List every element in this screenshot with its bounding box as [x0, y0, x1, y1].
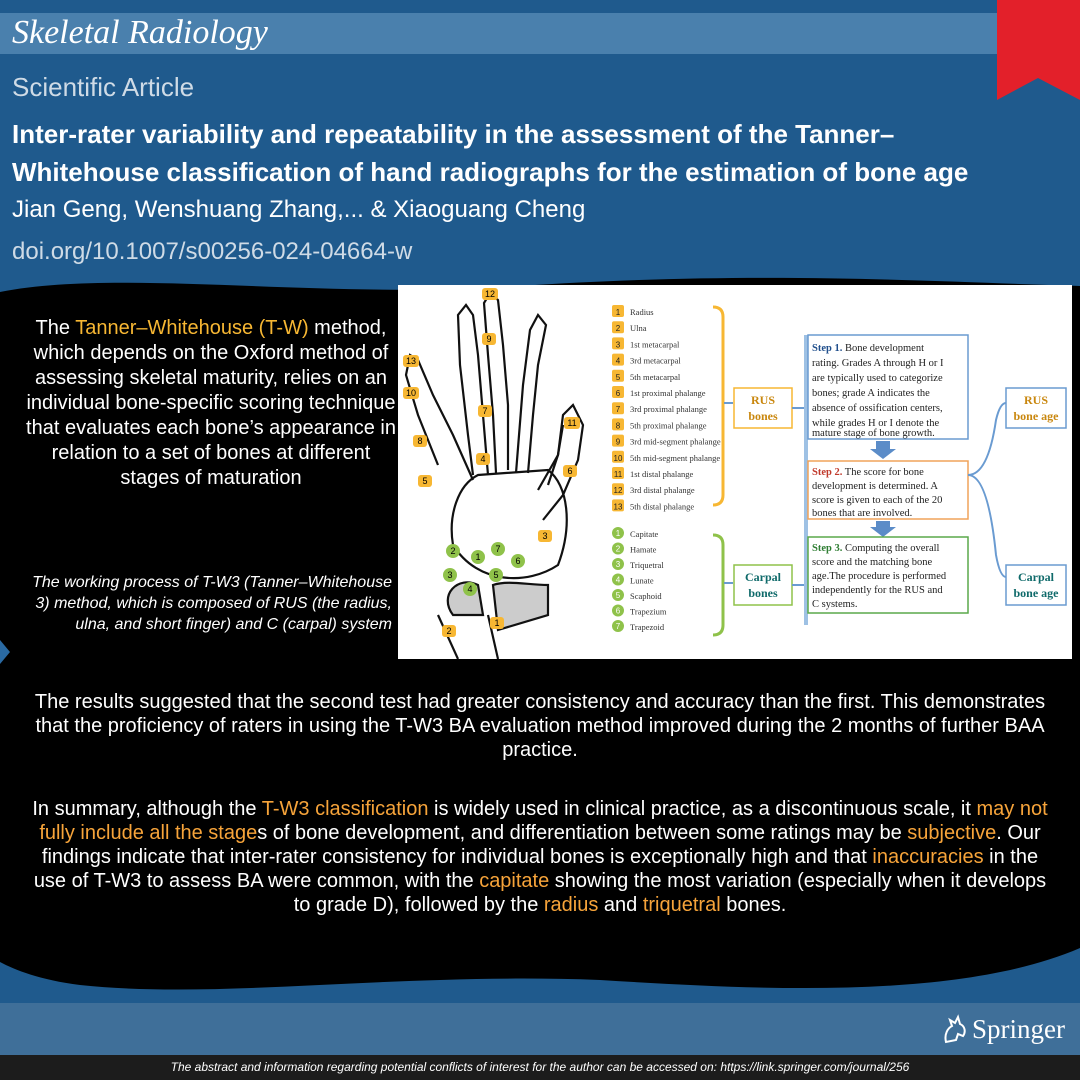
- svg-text:Trapezoid: Trapezoid: [630, 622, 665, 632]
- svg-text:Trapezium: Trapezium: [630, 606, 667, 617]
- svg-text:Triquetral: Triquetral: [630, 560, 664, 570]
- arrow-down: [870, 521, 896, 537]
- article-type: Scientific Article: [12, 72, 195, 102]
- svg-text:3rd mid-segment phalange: 3rd mid-segment phalange: [630, 436, 721, 447]
- bottom-band: [0, 1003, 1080, 1055]
- svg-text:5: 5: [493, 570, 499, 580]
- lead-paragraph: The Tanner–Whitehouse (T-W) method, which depends on the Oxford method of assessing skeletal maturity, relies on an individual bone-specific scoring technique that evaluates each bone’s appearance in relation to a set of bones at different stages of maturation: [26, 317, 396, 489]
- step3-box: [808, 537, 968, 613]
- svg-text:10: 10: [405, 388, 417, 398]
- svg-text:12: 12: [484, 289, 496, 299]
- carpal-list-item: [612, 574, 654, 586]
- carpal-list-item: [612, 589, 662, 601]
- highlight-tw: Tanner–Whitehouse (T-W): [75, 317, 309, 339]
- summary-paragraph: In summary, although the T-W3 classification is widely used in clinical practice, as a discontinuous scale, it may not fully include all the stages of bone development, and differentiation between some ratings may be subjective. Our findings indicate that inter-rater consistency for individual bones is exceptionally high and that inaccuracies in the use of T-W3 to assess BA were common, with the capitate showing the most variation (especially when it develops to grade D), followed by the radius and triquetral bones.: [32, 798, 1048, 916]
- svg-text:Step 1. Bone development: Step 1. Bone development rating. Grades A through H or I are typically used to categorize bones; grade A indicates the absence of ossification centers, while grades H or I denote the mature stage of bone growth.: [812, 343, 944, 439]
- svg-text:bone age: bone age: [1013, 409, 1059, 423]
- svg-text:Step 3. Computing the overall: Step 3. Computing the overall score and the matching bone age.The procedure is performed independently for the RUS and C systems.: [812, 543, 947, 610]
- svg-text:Capitate: Capitate: [630, 529, 659, 539]
- svg-text:4: 4: [615, 356, 621, 366]
- rus-list-item: [612, 467, 693, 479]
- carpal-list-item: [612, 620, 665, 632]
- carpal-bones-box: [734, 565, 792, 605]
- bookmark-icon: [997, 0, 1080, 100]
- rus-list-item: [612, 451, 720, 463]
- authors: Jian Geng, Wenshuang Zhang,... & Xiaoguang Cheng: [12, 196, 586, 223]
- svg-text:Radius: Radius: [630, 307, 654, 317]
- rus-list-item: [612, 435, 721, 447]
- svg-text:RUS: RUS: [1023, 393, 1049, 407]
- svg-text:7: 7: [482, 406, 488, 416]
- rus-bone-list: [612, 305, 721, 511]
- carpal-list-item: [612, 527, 659, 539]
- svg-text:bones: bones: [748, 409, 778, 423]
- rus-list-item: [612, 354, 681, 366]
- svg-text:Scaphoid: Scaphoid: [630, 591, 662, 601]
- svg-text:7: 7: [495, 544, 501, 554]
- svg-text:5th proximal phalange: 5th proximal phalange: [630, 420, 707, 431]
- svg-text:11: 11: [567, 418, 577, 428]
- figure-caption: The working process of T-W3 (Tanner–Whitehouse 3) method, which is composed of RUS (the radius, ulna, and short finger) and C (carpal) system: [32, 574, 392, 633]
- svg-text:5: 5: [615, 372, 621, 382]
- svg-text:5th mid-segment phalange: 5th mid-segment phalange: [630, 452, 721, 463]
- svg-text:2: 2: [615, 544, 621, 554]
- carpal-list-item: [612, 558, 664, 570]
- svg-text:3rd distal phalange: 3rd distal phalange: [630, 485, 695, 496]
- svg-text:1: 1: [615, 529, 621, 538]
- rus-list-item: [612, 418, 707, 430]
- svg-text:10: 10: [613, 453, 623, 463]
- svg-text:1: 1: [615, 308, 621, 317]
- carpal-list-item: [612, 543, 657, 555]
- doi-link[interactable]: doi.org/10.1007/s00256-024-04664-w: [12, 238, 413, 265]
- svg-text:5th metacarpal: 5th metacarpal: [630, 371, 681, 382]
- svg-text:Hamate: Hamate: [630, 544, 657, 555]
- svg-text:13: 13: [613, 502, 623, 512]
- tw3-figure: [398, 285, 1072, 659]
- svg-text:3rd proximal phalange: 3rd proximal phalange: [630, 404, 707, 415]
- article-title-line: Whitehouse classification of hand radiographs for the estimation of bone age: [12, 157, 969, 187]
- rus-list-item: [612, 337, 680, 349]
- springer-horse-icon: [942, 1014, 968, 1044]
- svg-text:1st distal phalange: 1st distal phalange: [630, 469, 694, 479]
- svg-text:12: 12: [613, 486, 623, 496]
- svg-text:1st metacarpal: 1st metacarpal: [630, 339, 680, 350]
- svg-text:6: 6: [567, 466, 573, 476]
- svg-text:9: 9: [486, 334, 492, 344]
- svg-text:4: 4: [467, 584, 473, 594]
- rus-bone-age-box: [1006, 388, 1066, 428]
- svg-text:6: 6: [615, 389, 621, 398]
- carpal-bone-age-box: [1006, 565, 1066, 605]
- svg-text:4: 4: [615, 575, 621, 585]
- svg-text:4: 4: [480, 454, 486, 464]
- svg-text:5th distal phalange: 5th distal phalange: [630, 501, 695, 512]
- svg-text:RUS: RUS: [750, 393, 776, 407]
- rus-list-item: [612, 305, 654, 317]
- svg-text:5: 5: [615, 591, 621, 600]
- svg-text:Carpal: Carpal: [1018, 570, 1054, 584]
- springer-wordmark: Springer: [972, 1013, 1065, 1044]
- svg-text:8: 8: [615, 421, 621, 431]
- svg-text:7: 7: [615, 622, 621, 631]
- svg-text:bone age: bone age: [1013, 586, 1059, 600]
- results-paragraph: The results suggested that the second test had greater consistency and accuracy than the first. This demonstrates that the proficiency of raters in using the T-W3 BA evaluation method improved during the 2 months of further BAA practice.: [34, 691, 1046, 761]
- svg-text:6: 6: [615, 606, 621, 616]
- rus-list-item: [612, 321, 647, 333]
- svg-text:8: 8: [417, 436, 423, 446]
- svg-text:bones: bones: [748, 586, 778, 600]
- hand-illustration: [406, 293, 583, 659]
- svg-text:2: 2: [446, 626, 452, 636]
- carpal-list-item: [612, 605, 667, 617]
- svg-text:2: 2: [615, 324, 621, 334]
- svg-text:9: 9: [615, 437, 621, 447]
- svg-text:Lunate: Lunate: [630, 575, 654, 586]
- svg-text:3: 3: [447, 570, 453, 580]
- step2-box: [808, 461, 968, 519]
- svg-text:Carpal: Carpal: [745, 570, 781, 584]
- svg-text:5: 5: [422, 476, 428, 486]
- svg-text:Step 2. The score for bone: Step 2. The score for bone development is determined. A score is given to each of the 20 bones that are involved.: [812, 467, 943, 519]
- rus-list-item: [612, 499, 694, 511]
- footer-note: The abstract and information regarding potential conflicts of interest for the author can be accessed on: https://link.springer.com/journal/256: [0, 1055, 1080, 1080]
- svg-text:Ulna: Ulna: [630, 323, 647, 334]
- article-title-line: Inter-rater variability and repeatability in the assessment of the Tanner–: [12, 119, 895, 149]
- rus-list-item: [612, 370, 681, 382]
- svg-text:1: 1: [494, 618, 500, 628]
- svg-text:7: 7: [615, 405, 621, 415]
- svg-text:2: 2: [450, 546, 456, 556]
- springer-logo: [942, 1012, 1065, 1046]
- svg-text:1: 1: [475, 552, 481, 562]
- journal-title: Skeletal Radiology: [12, 14, 268, 51]
- svg-text:6: 6: [515, 556, 521, 566]
- carpal-bone-list: [612, 527, 667, 632]
- rus-list-item: [612, 402, 707, 414]
- svg-text:3: 3: [615, 340, 621, 350]
- svg-text:3: 3: [542, 531, 548, 541]
- arrow-down: [870, 441, 896, 459]
- rus-list-item: [612, 483, 695, 495]
- svg-text:13: 13: [405, 356, 417, 366]
- rus-bones-box: [734, 388, 792, 428]
- svg-text:3: 3: [615, 560, 621, 569]
- article-title: [12, 115, 1062, 191]
- svg-text:1st proximal phalange: 1st proximal phalange: [630, 388, 706, 398]
- rus-list-item: [612, 386, 706, 398]
- svg-text:11: 11: [613, 470, 623, 479]
- step1-box: [808, 335, 968, 439]
- svg-text:3rd metacarpal: 3rd metacarpal: [630, 355, 681, 366]
